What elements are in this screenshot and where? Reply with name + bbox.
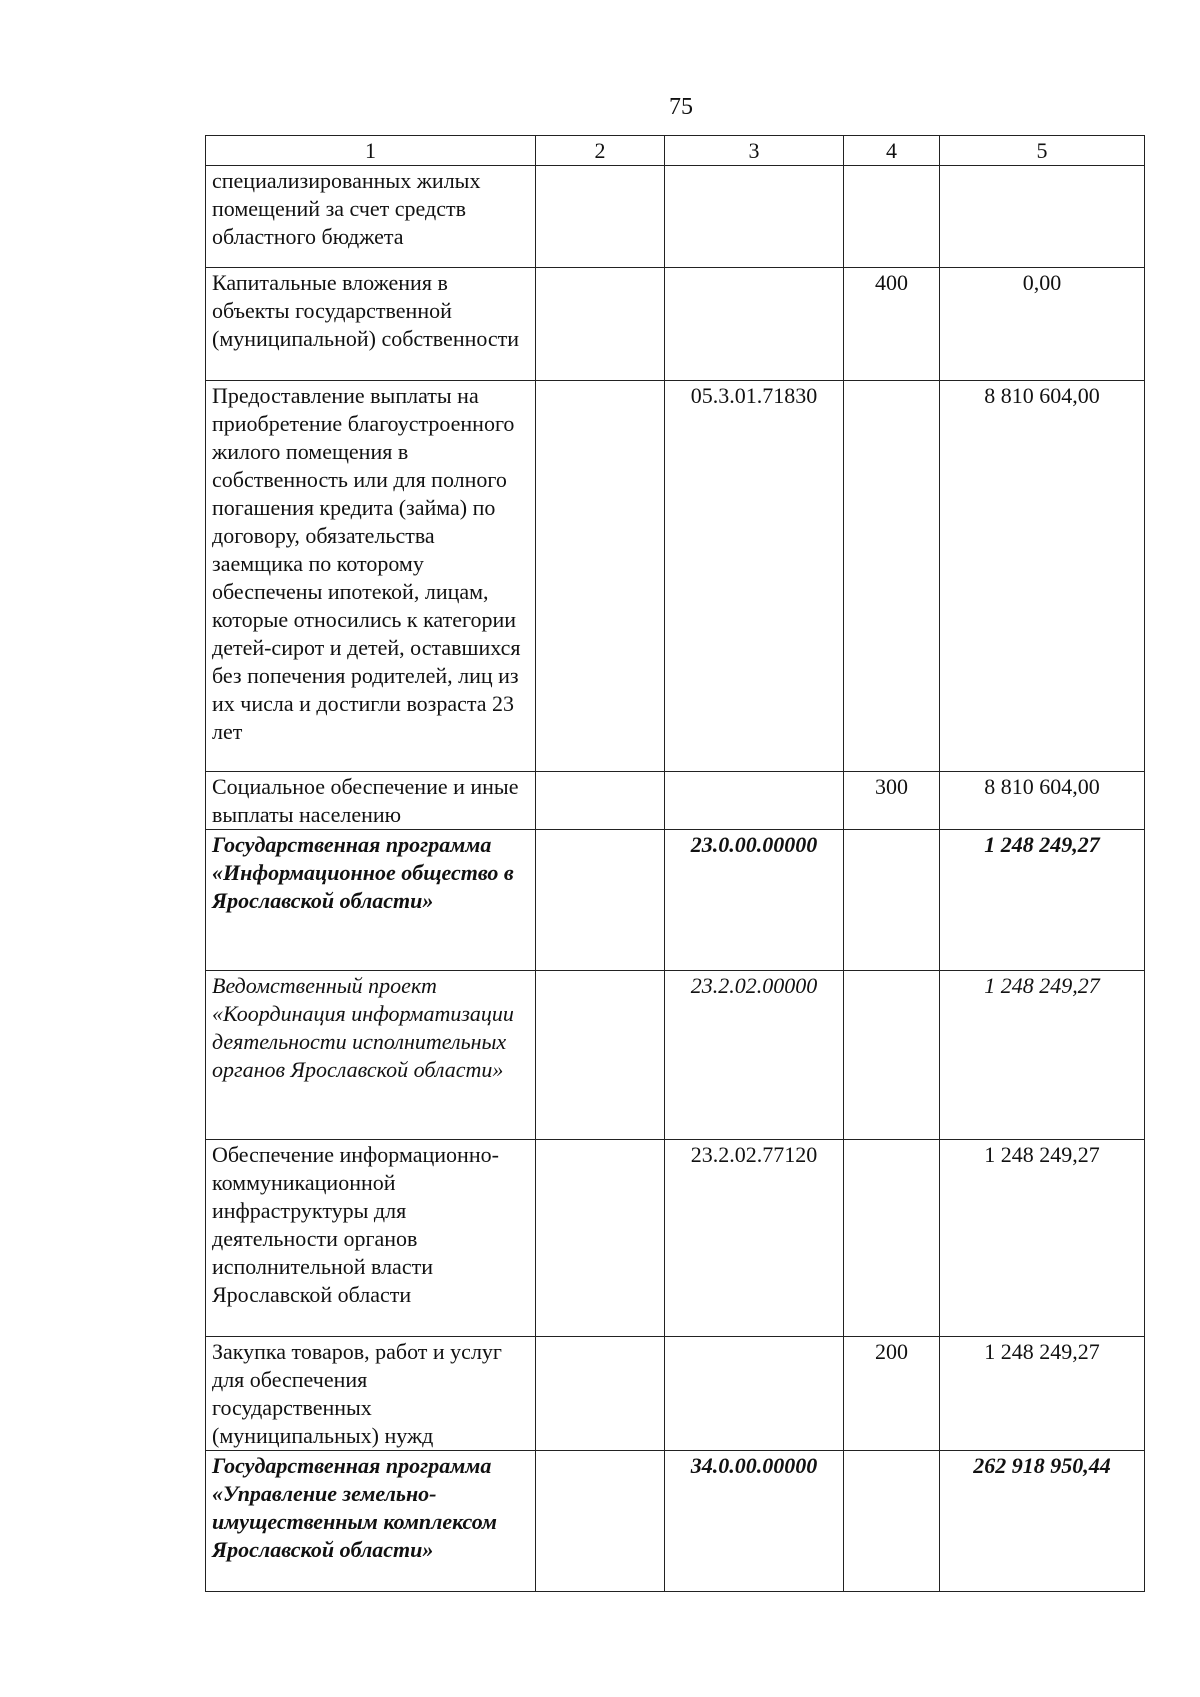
column-header: 4 — [844, 136, 940, 166]
row-kind: 400 — [844, 268, 940, 381]
row-name: Социальное обеспечение и иные выплаты населению — [206, 772, 536, 830]
row-name: Государственная программа «Информационное общество в Ярославской области» — [206, 830, 536, 971]
page-number: 75 — [669, 94, 693, 120]
row-col2 — [536, 268, 665, 381]
table-row — [206, 971, 1145, 1140]
row-amount — [940, 166, 1145, 268]
row-name: Предоставление выплаты на приобретение благоустроенного жилого помещения в собственность или для полного погашения кредита (займа) по договору, обязательства заемщика по которому обеспечены ипотекой, лицам, которые относились к категории детей-сирот и детей, оставшихся без попечения родителей, лиц из их числа и достигли возраста 23 лет — [206, 381, 536, 772]
row-name: Обеспечение информационно-коммуникационной инфраструктуры для деятельности органов исполнительной власти Ярославской области — [206, 1140, 536, 1337]
row-amount: 8 810 604,00 — [940, 381, 1145, 772]
row-col2 — [536, 971, 665, 1140]
row-amount: 1 248 249,27 — [940, 971, 1145, 1140]
table-row — [206, 166, 1145, 268]
row-kind — [844, 1140, 940, 1337]
table-row — [206, 381, 1145, 772]
row-kind — [844, 1451, 940, 1592]
row-name: Капитальные вложения в объекты государственной (муниципальной) собственности — [206, 268, 536, 381]
table-row — [206, 1140, 1145, 1337]
budget-table — [205, 135, 1145, 1592]
column-header: 5 — [940, 136, 1145, 166]
row-code: 23.2.02.00000 — [665, 971, 844, 1140]
row-code: 23.0.00.00000 — [665, 830, 844, 971]
table-row — [206, 1337, 1145, 1451]
row-kind: 300 — [844, 772, 940, 830]
table-row — [206, 772, 1145, 830]
row-amount: 8 810 604,00 — [940, 772, 1145, 830]
row-name: Закупка товаров, работ и услуг для обеспечения государственных (муниципальных) нужд — [206, 1337, 536, 1451]
row-amount: 262 918 950,44 — [940, 1451, 1145, 1592]
row-name: Ведомственный проект «Координация информатизации деятельности исполнительных органов Ярославской области» — [206, 971, 536, 1140]
row-code — [665, 268, 844, 381]
row-amount: 1 248 249,27 — [940, 1337, 1145, 1451]
column-header: 3 — [665, 136, 844, 166]
row-code — [665, 166, 844, 268]
column-header: 1 — [206, 136, 536, 166]
row-amount: 1 248 249,27 — [940, 1140, 1145, 1337]
row-name: Государственная программа «Управление земельно-имущественным комплексом Ярославской области» — [206, 1451, 536, 1592]
row-code — [665, 772, 844, 830]
table-row — [206, 1451, 1145, 1592]
row-kind — [844, 381, 940, 772]
row-col2 — [536, 830, 665, 971]
row-kind — [844, 830, 940, 971]
row-amount: 1 248 249,27 — [940, 830, 1145, 971]
row-col2 — [536, 166, 665, 268]
table-header-row — [206, 136, 1145, 166]
row-code: 05.3.01.71830 — [665, 381, 844, 772]
row-kind — [844, 971, 940, 1140]
row-col2 — [536, 772, 665, 830]
row-name: специализированных жилых помещений за счет средств областного бюджета — [206, 166, 536, 268]
row-col2 — [536, 1451, 665, 1592]
row-kind — [844, 166, 940, 268]
row-col2 — [536, 1337, 665, 1451]
row-col2 — [536, 1140, 665, 1337]
row-code: 23.2.02.77120 — [665, 1140, 844, 1337]
table-row — [206, 830, 1145, 971]
row-amount: 0,00 — [940, 268, 1145, 381]
row-col2 — [536, 381, 665, 772]
row-kind: 200 — [844, 1337, 940, 1451]
column-header: 2 — [536, 136, 665, 166]
row-code: 34.0.00.00000 — [665, 1451, 844, 1592]
table-row — [206, 268, 1145, 381]
row-code — [665, 1337, 844, 1451]
